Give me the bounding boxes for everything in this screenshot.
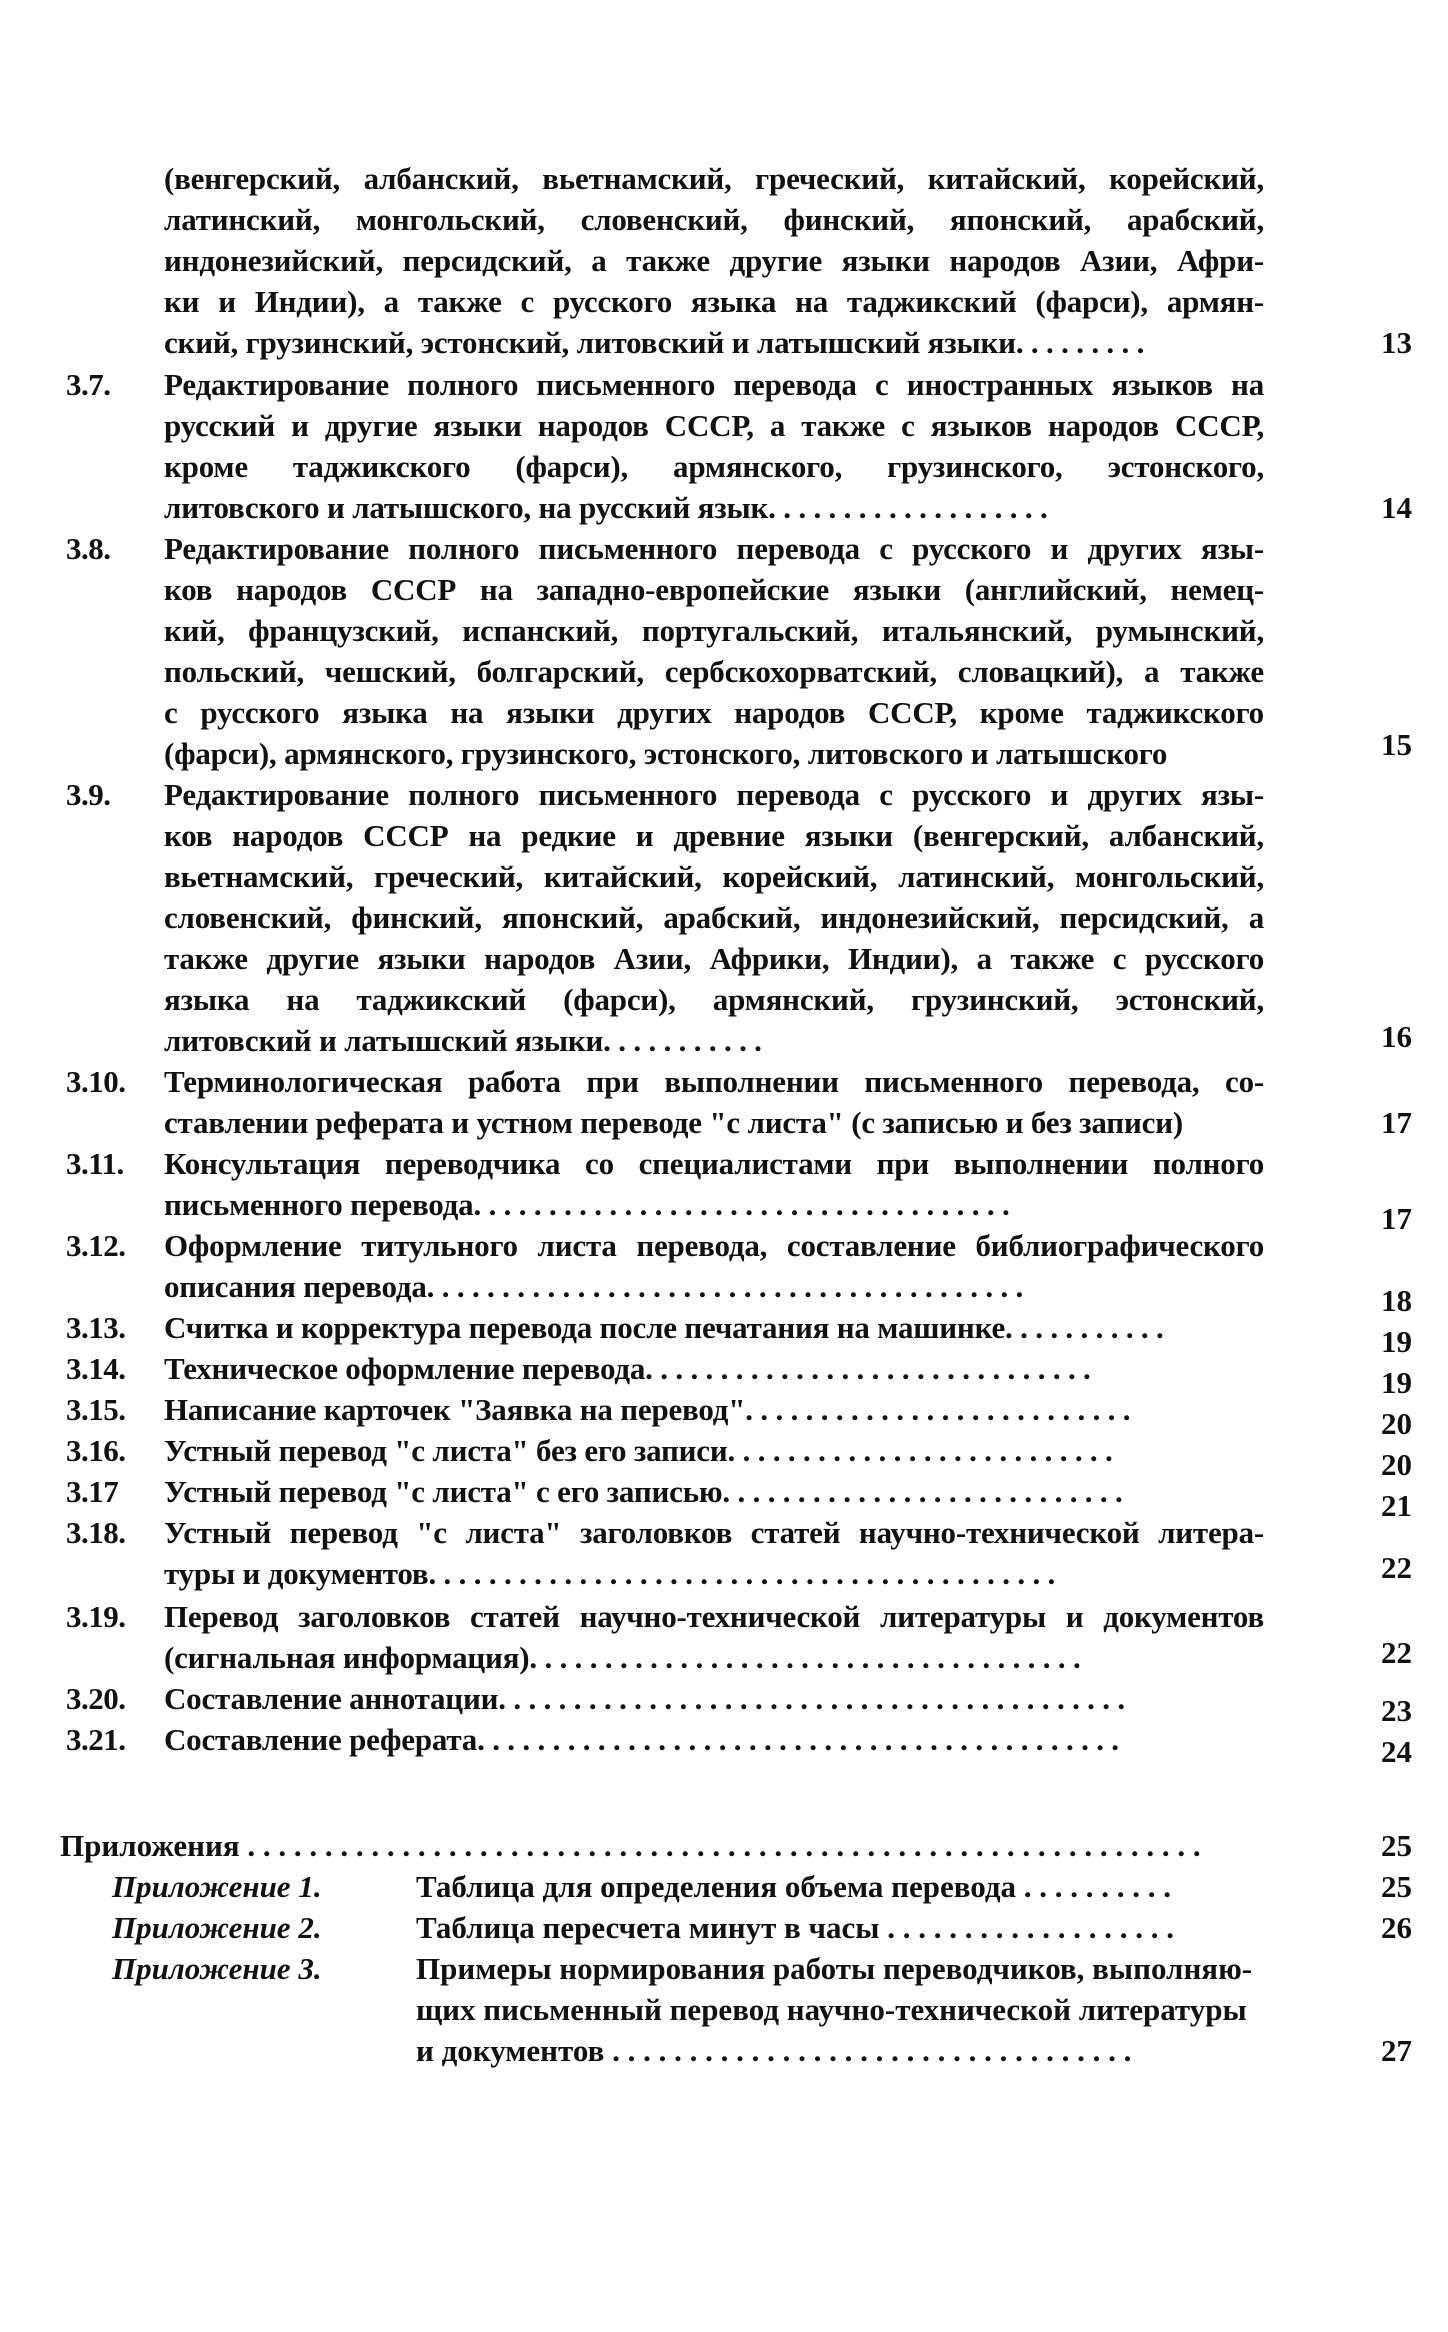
entry-line: литовского и латышского, на русский язык. . . . . . . . . . . . . . . . . . . (164, 490, 1048, 525)
entry-line: индонезийский, персидский, а также другие языки народов Азии, Афри- (164, 243, 1264, 278)
page-number: 19 (1381, 1365, 1412, 1400)
appendix-line: Таблица пересчета минут в часы . . . . . . . . . . . . . . . . . . . (416, 1910, 1174, 1945)
entry-number: 3.11. (66, 1146, 124, 1181)
entry-line: Редактирование полного письменного перевода с русского и других язы- (164, 531, 1264, 566)
page-number: 22 (1381, 1550, 1412, 1585)
page-number: 19 (1381, 1324, 1412, 1359)
entry-line: Написание карточек "Заявка на перевод". . . . . . . . . . . . . . . . . . . . . . . . . . (164, 1392, 1131, 1427)
entry-line: (венгерский, албанский, вьетнамский, греческий, китайский, корейский, (164, 161, 1264, 196)
entry-line: польский, чешский, болгарский, сербскохорватский, словацкий), а также (164, 654, 1264, 689)
entry-line: Техническое оформление перевода. . . . . . . . . . . . . . . . . . . . . . . . . . . . . . (164, 1351, 1091, 1386)
entry-line: описания перевода. . . . . . . . . . . . . . . . . . . . . . . . . . . . . . . . . . . . . . . . (164, 1269, 1024, 1304)
page-number: 17 (1381, 1201, 1412, 1236)
appendix-line: Примеры нормирования работы переводчиков, выполняю- (416, 1951, 1253, 1986)
entry-line: Редактирование полного письменного перевода с иностранных языков на (164, 367, 1264, 402)
entry-line: Перевод заголовков статей научно-технической литературы и документов (164, 1599, 1264, 1634)
entry-text (164, 1719, 1264, 1760)
entry-line: Редактирование полного письменного перевода с русского и других язы- (164, 777, 1264, 812)
appendix-line: щих письменный перевод научно-технической литературы (416, 1992, 1247, 2027)
entry-line: ский, грузинский, эстонский, литовский и латышский языки. . . . . . . . . (164, 325, 1145, 360)
entry-line: ков народов СССР на редкие и древние языки (венгерский, албанский, (164, 818, 1264, 853)
entry-text (164, 1307, 1264, 1348)
page-number: 20 (1381, 1406, 1412, 1441)
page-number: 14 (1381, 490, 1412, 525)
entry-line: языка на таджикский (фарси), армянский, грузинский, эстонский, (164, 982, 1264, 1017)
entry-text (164, 1596, 1264, 1678)
page-number: 18 (1381, 1283, 1412, 1318)
entry-line: Составление реферата. . . . . . . . . . . . . . . . . . . . . . . . . . . . . . . . . . . . . . . . . . . (164, 1722, 1119, 1757)
entry-number: 3.8. (66, 531, 111, 566)
page-number: 21 (1381, 1488, 1412, 1523)
entry-line: туры и документов. . . . . . . . . . . . . . . . . . . . . . . . . . . . . . . . . . . . . . . . . . (164, 1556, 1056, 1591)
entry-text (164, 1061, 1264, 1143)
entry-text (164, 1471, 1264, 1512)
appendix-3-text (416, 1948, 1296, 2071)
entry-line: ставлении реферата и устном переводе "с листа" (с записью и без записи) (164, 1105, 1183, 1140)
page-number: 17 (1381, 1105, 1412, 1140)
appendix-1-page-number: 25 (1381, 1869, 1412, 1904)
entry-line: письменного перевода. . . . . . . . . . . . . . . . . . . . . . . . . . . . . . . . . . . . (164, 1187, 1010, 1222)
entry-text (164, 774, 1264, 1061)
entry-text (164, 1678, 1264, 1719)
appendix-1-label: Приложение 1. (112, 1869, 322, 1904)
entry-line: ков народов СССР на западно-европейские языки (английский, немец- (164, 572, 1264, 607)
entry-text (164, 1225, 1264, 1307)
appendix-3-label: Приложение 3. (112, 1951, 322, 1986)
entry-line: Устный перевод "с листа" с его записью. . . . . . . . . . . . . . . . . . . . . . . . . . . (164, 1474, 1123, 1509)
appendices-title: Приложения . . . . . . . . . . . . . . . . . . . . . . . . . . . . . . . . . . . . . . . . . . . . . . . . . . . . . . . . . . . . . . (60, 1828, 1201, 1863)
entry-number: 3.16. (66, 1433, 126, 1468)
page-number: 20 (1381, 1447, 1412, 1482)
page-number: 16 (1381, 1019, 1412, 1054)
entry-line: Устный перевод "с листа" без его записи. . . . . . . . . . . . . . . . . . . . . . . . . . (164, 1433, 1113, 1468)
appendix-2-text (416, 1907, 1296, 1948)
entry-line: Терминологическая работа при выполнении письменного перевода, со- (164, 1064, 1264, 1099)
entry-number: 3.12. (66, 1228, 126, 1263)
entry-line: русский и другие языки народов СССР, а также с языков народов СССР, (164, 408, 1264, 443)
entry-number: 3.9. (66, 777, 111, 812)
entry-number: 3.21. (66, 1722, 126, 1757)
entry-number: 3.13. (66, 1310, 126, 1345)
entry-line: кроме таджикского (фарси), армянского, грузинского, эстонского, (164, 449, 1264, 484)
entry-text (164, 158, 1264, 363)
entry-line: также другие языки народов Азии, Африки, Индии), а также с русского (164, 941, 1264, 976)
entry-line: ки и Индии), а также с русского языка на таджикский (фарси), армян- (164, 284, 1264, 319)
entry-line: литовский и латышский языки. . . . . . . . . . . (164, 1023, 762, 1058)
entry-line: кий, французский, испанский, португальский, итальянский, румынский, (164, 613, 1264, 648)
entry-line: (сигнальная информация). . . . . . . . . . . . . . . . . . . . . . . . . . . . . . . . . . . . . (164, 1640, 1081, 1675)
entry-number: 3.17 (66, 1474, 119, 1509)
entry-text (164, 1348, 1264, 1389)
entry-line: Оформление титульного листа перевода, составление библиографического (164, 1228, 1264, 1263)
entry-line: (фарси), армянского, грузинского, эстонского, литовского и латышского (164, 736, 1168, 771)
entry-line: словенский, финский, японский, арабский, индонезийский, персидский, а (164, 900, 1264, 935)
page-number: 22 (1381, 1635, 1412, 1670)
entry-text (164, 1430, 1264, 1471)
entry-number: 3.18. (66, 1515, 126, 1550)
entry-number: 3.19. (66, 1599, 126, 1634)
entry-text (164, 528, 1264, 774)
entry-line: латинский, монгольский, словенский, финский, японский, арабский, (164, 202, 1264, 237)
entry-number: 3.10. (66, 1064, 126, 1099)
entry-line: вьетнамский, греческий, китайский, корейский, латинский, монгольский, (164, 859, 1264, 894)
appendix-line: Таблица для определения объема перевода . . . . . . . . . . (416, 1869, 1172, 1904)
entry-line: Считка и корректура перевода после печатания на машинке. . . . . . . . . . . (164, 1310, 1164, 1345)
page-number: 24 (1381, 1734, 1412, 1769)
entry-line: Устный перевод "с листа" заголовков статей научно-технической литера- (164, 1515, 1264, 1550)
entry-text (164, 1512, 1264, 1594)
entry-text (164, 1389, 1264, 1430)
entry-number: 3.7. (66, 367, 111, 402)
appendix-2-page-number: 26 (1381, 1910, 1412, 1945)
page-number: 15 (1381, 727, 1412, 762)
appendix-1-text (416, 1866, 1296, 1907)
entry-line: с русского языка на языки других народов СССР, кроме таджикского (164, 695, 1264, 730)
appendices-page-number: 25 (1381, 1828, 1412, 1863)
entry-text (164, 364, 1264, 528)
entry-number: 3.15. (66, 1392, 126, 1427)
page-number: 13 (1381, 325, 1412, 360)
page-number: 23 (1381, 1693, 1412, 1728)
appendix-line: и документов . . . . . . . . . . . . . . . . . . . . . . . . . . . . . . . . . . (416, 2033, 1132, 2068)
entry-line: Консультация переводчика со специалистами при выполнении полного (164, 1146, 1264, 1181)
entry-line: Составление аннотации. . . . . . . . . . . . . . . . . . . . . . . . . . . . . . . . . . . . . . . . . . (164, 1681, 1125, 1716)
entry-number: 3.20. (66, 1681, 126, 1716)
appendix-3-page-number: 27 (1381, 2033, 1412, 2068)
appendix-2-label: Приложение 2. (112, 1910, 322, 1945)
entry-number: 3.14. (66, 1351, 126, 1386)
entry-text (164, 1143, 1264, 1225)
